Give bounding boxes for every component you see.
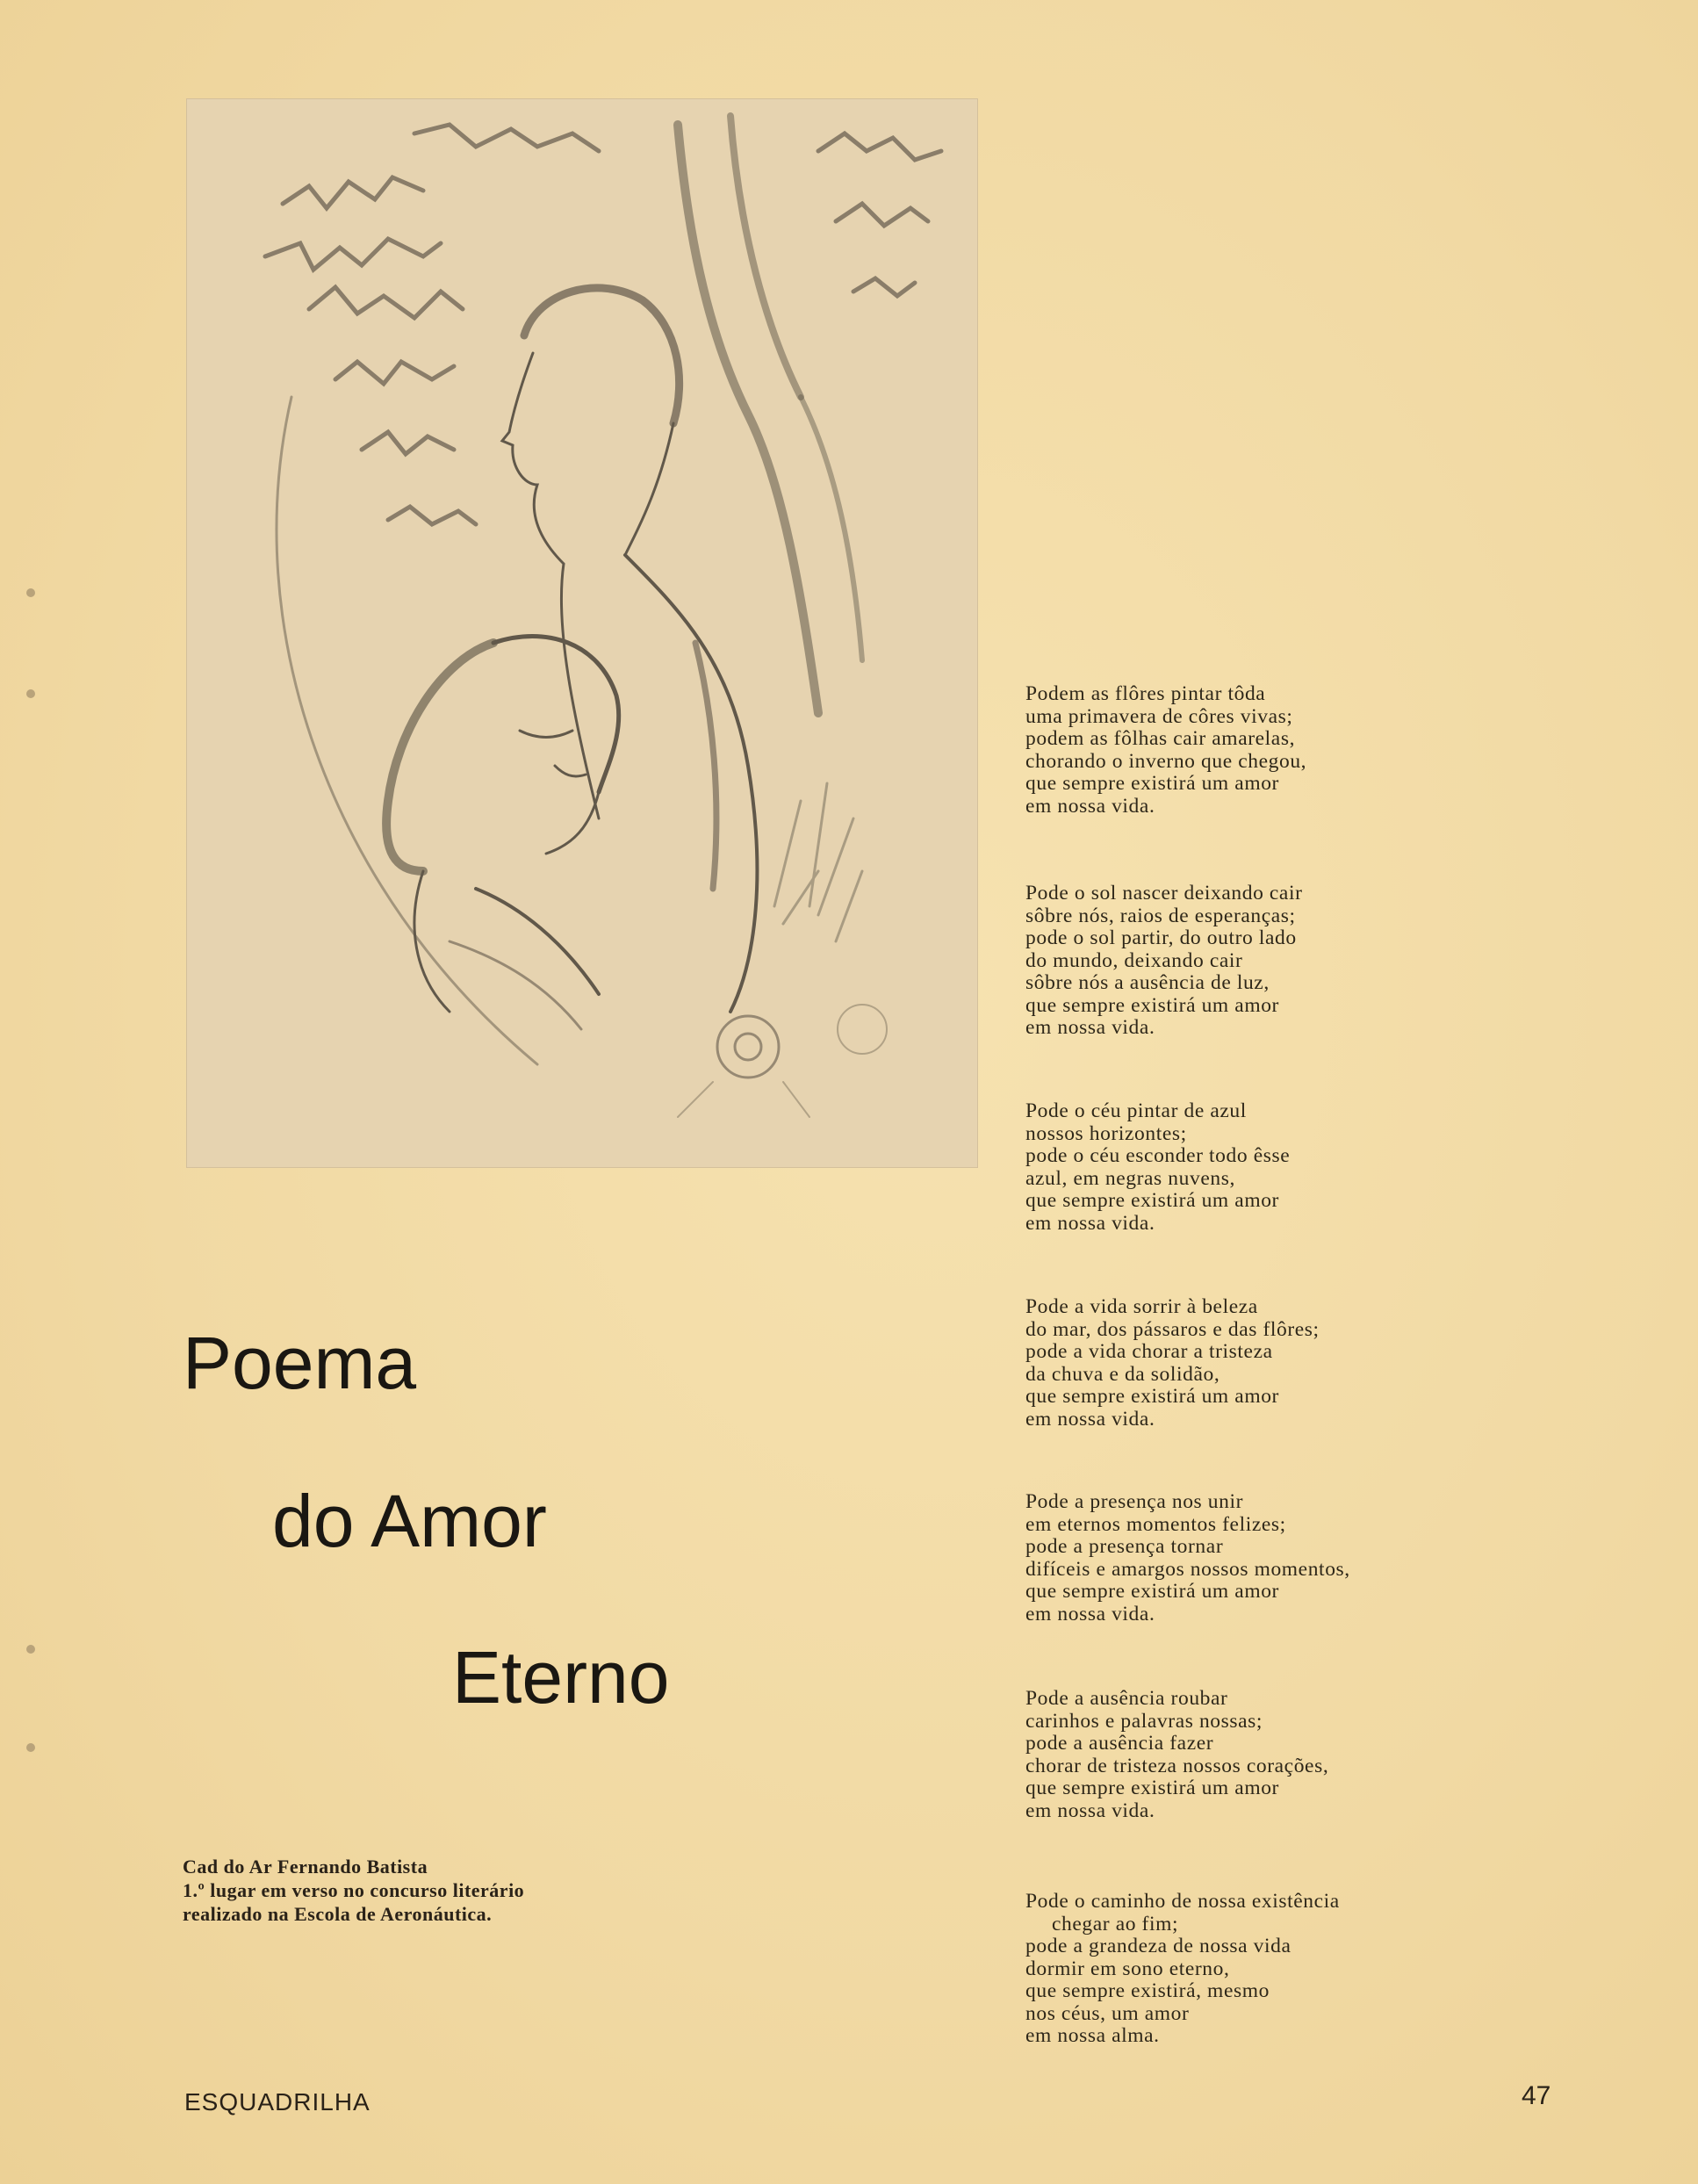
poem-title-line-3: Eterno [452,1636,670,1719]
poem-stanza [1025,1491,1482,1625]
poem-stanza [1025,883,1482,1040]
award-line: 1.º lugar em verso no concurso literário [183,1879,525,1901]
poem-line: chorar de tristeza nossos corações, [1025,1754,1329,1777]
author-name: Cad do Ar Fernando Batista [183,1856,428,1878]
poem-line: em nossa vida. [1025,1602,1155,1625]
poem-line: nossos horizontes; [1025,1121,1187,1145]
poem-line: em nossa vida. [1025,1016,1155,1039]
poem-line: Pode o céu pintar de azul [1025,1099,1247,1122]
poem-line: que sempre existirá um amor [1025,1580,1279,1603]
poem-title-line-2: do Amor [272,1480,547,1562]
couple-embracing-under-tree-icon [186,98,978,1168]
poem-line: nos céus, um amor [1025,2001,1190,2025]
magazine-name: ESQUADRILHA [184,2088,371,2116]
poem-line: em nossa vida. [1025,1798,1155,1822]
poem-line: em eternos momentos felizes; [1025,1512,1286,1536]
poem-line: difíceis e amargos nossos momentos, [1025,1557,1350,1581]
poem-line: pode a presença tornar [1025,1535,1224,1558]
poem-line: Podem as flôres pintar tôda [1025,682,1266,705]
poem-line: do mundo, deixando cair [1025,948,1243,972]
poem-line: sôbre nós a ausência de luz, [1025,971,1270,994]
author-credit [183,1855,709,1926]
poem-line: Pode a vida sorrir à beleza [1025,1295,1258,1318]
poem-line: que sempre existirá um amor [1025,993,1279,1017]
poem-line: Pode o caminho de nossa existência [1025,1890,1340,1913]
poem-title-line-1: Poema [183,1322,417,1404]
poem-line: sôbre nós, raios de esperanças; [1025,904,1296,927]
poem-line: carinhos e palavras nossas; [1025,1709,1263,1733]
couple-illustration [186,98,978,1168]
poem-line: do mar, dos pássaros e das flôres; [1025,1317,1320,1341]
award-venue: realizado na Escola de Aeronáutica. [183,1903,493,1925]
poem-line: pode a vida chorar a tristeza [1025,1340,1273,1363]
binding-hole [26,1645,35,1654]
binding-hole [26,1743,35,1752]
poem-line: que sempre existirá um amor [1025,1385,1279,1408]
poem-stanza [1025,1296,1482,1431]
poem-line: podem as fôlhas cair amarelas, [1025,727,1296,750]
poem-line: Pode o sol nascer deixando cair [1025,882,1303,905]
poem-line: em nossa vida. [1025,1211,1155,1235]
binding-hole [26,588,35,597]
poem-line: chorando o inverno que chegou, [1025,749,1307,773]
poem-line: pode a grandeza de nossa vida [1025,1935,1291,1957]
poem-stanza [1025,683,1482,818]
poem-line: que sempre existirá um amor [1025,1777,1279,1799]
poem-line: pode o sol partir, do outro lado [1025,926,1297,949]
poem-line: Pode a ausência roubar [1025,1687,1228,1710]
poem-line: uma primavera de côres vivas; [1025,704,1293,728]
poem-stanza [1025,1891,1482,2048]
poem-line: em nossa vida. [1025,794,1155,818]
poem-line: que sempre existirá, mesmo [1025,1979,1270,2002]
poem-line: que sempre existirá um amor [1025,772,1279,795]
poem-line: Pode a presença nos unir [1025,1490,1244,1513]
poem-line: em nossa vida. [1025,1407,1155,1431]
poem-line: dormir em sono eterno, [1025,1957,1230,1980]
poem-stanza [1025,1100,1482,1235]
poem-line: pode o céu esconder todo êsse [1025,1144,1291,1167]
poem-line: da chuva e da solidão, [1025,1362,1220,1386]
poem-line: em nossa alma. [1025,2024,1160,2047]
poem-stanza [1025,1688,1482,1822]
binding-hole [26,689,35,698]
poem-line: chegar ao fim; [1052,1912,1179,1935]
poem-line: pode a ausência fazer [1025,1732,1214,1755]
poem-line: que sempre existirá um amor [1025,1189,1279,1212]
poem-line: azul, em negras nuvens, [1025,1166,1235,1190]
page-number: 47 [1522,2081,1551,2110]
